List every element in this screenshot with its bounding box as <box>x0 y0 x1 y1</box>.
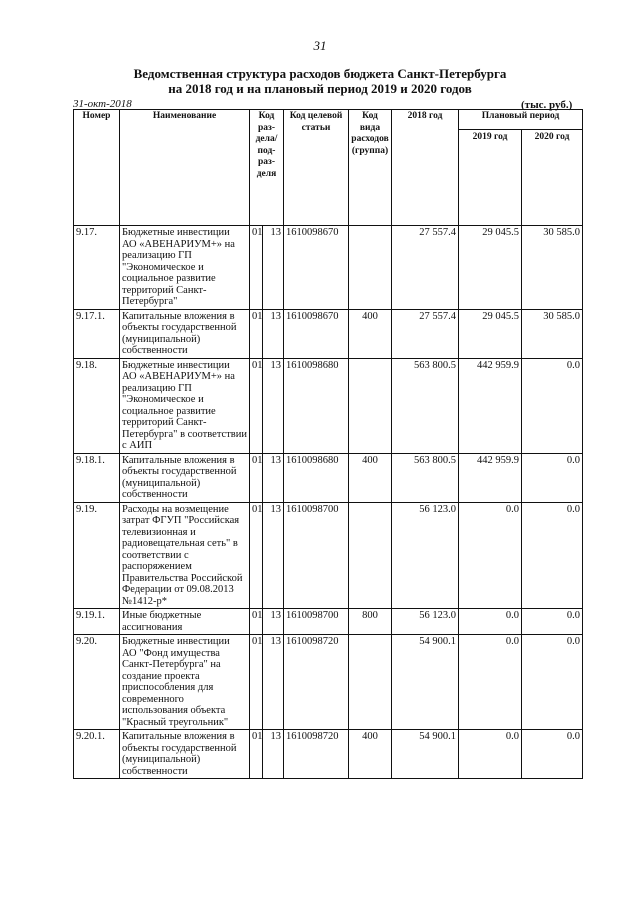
cell-target-code: 1610098700 <box>284 502 349 609</box>
cell-2020: 30 585.0 <box>522 226 583 310</box>
cell-expense-type: 400 <box>349 730 392 779</box>
cell-2020: 0.0 <box>522 502 583 609</box>
cell-subsection: 13 <box>263 358 284 453</box>
table-row <box>74 502 583 609</box>
cell-2018: 27 557.4 <box>392 226 459 310</box>
cell-2020: 0.0 <box>522 635 583 730</box>
cell-2020: 0.0 <box>522 358 583 453</box>
cell-2018: 56 123.0 <box>392 502 459 609</box>
cell-2018: 54 900.1 <box>392 730 459 779</box>
cell-expense-type <box>349 358 392 453</box>
cell-name: Бюджетные инвестиции АО «АВЕНАРИУМ+» на реализацию ГП "Экономическое и социальное развитие территорий Санкт-Петербурга" <box>120 226 250 310</box>
cell-section: 01 <box>250 609 263 635</box>
title-line-1: Ведомственная структура расходов бюджета Санкт-Петербурга <box>133 66 507 81</box>
cell-expense-type <box>349 226 392 310</box>
header-year-2019: 2019 год <box>459 130 522 226</box>
table-row <box>74 730 583 779</box>
header-section-code: Код раз-дела/ под-раз-деля <box>250 110 284 226</box>
header-number: Номер <box>74 110 120 226</box>
cell-2019: 29 045.5 <box>459 309 522 358</box>
table-body <box>74 226 583 779</box>
cell-number: 9.17. <box>74 226 120 310</box>
cell-expense-type <box>349 502 392 609</box>
units-label: (тыс. руб.) <box>521 99 573 111</box>
cell-section: 01 <box>250 502 263 609</box>
cell-2018: 56 123.0 <box>392 609 459 635</box>
header-planned-period: Плановый период <box>459 110 583 130</box>
cell-2018: 563 800.5 <box>392 453 459 502</box>
cell-name: Капитальные вложения в объекты государственной (муниципальной) собственности <box>120 309 250 358</box>
cell-2018: 563 800.5 <box>392 358 459 453</box>
document-title <box>0 66 640 96</box>
cell-number: 9.18. <box>74 358 120 453</box>
cell-target-code: 1610098720 <box>284 635 349 730</box>
cell-expense-type: 800 <box>349 609 392 635</box>
cell-section: 01 <box>250 226 263 310</box>
cell-number: 9.19.1. <box>74 609 120 635</box>
cell-subsection: 13 <box>263 226 284 310</box>
header-expense-type: Код вида расходов (группа) <box>349 110 392 226</box>
cell-subsection: 13 <box>263 502 284 609</box>
cell-2019: 0.0 <box>459 635 522 730</box>
cell-2018: 27 557.4 <box>392 309 459 358</box>
title-line-2: на 2018 год и на плановый период 2019 и 2020 годов <box>168 81 472 96</box>
cell-number: 9.20. <box>74 635 120 730</box>
table-row <box>74 226 583 310</box>
cell-subsection: 13 <box>263 730 284 779</box>
cell-target-code: 1610098670 <box>284 226 349 310</box>
cell-target-code: 1610098680 <box>284 358 349 453</box>
cell-subsection: 13 <box>263 309 284 358</box>
page-number: 31 <box>313 38 327 53</box>
cell-2018: 54 900.1 <box>392 635 459 730</box>
cell-target-code: 1610098720 <box>284 730 349 779</box>
cell-2019: 0.0 <box>459 609 522 635</box>
cell-number: 9.18.1. <box>74 453 120 502</box>
cell-section: 01 <box>250 309 263 358</box>
cell-number: 9.17.1. <box>74 309 120 358</box>
budget-table <box>73 109 583 779</box>
table-row <box>74 453 583 502</box>
cell-number: 9.20.1. <box>74 730 120 779</box>
cell-section: 01 <box>250 453 263 502</box>
table-row <box>74 609 583 635</box>
cell-expense-type: 400 <box>349 309 392 358</box>
cell-section: 01 <box>250 730 263 779</box>
document-date: 31-окт-2018 <box>73 98 132 110</box>
header-target-code: Код целевой статьи <box>284 110 349 226</box>
cell-expense-type <box>349 635 392 730</box>
cell-2019: 442 959.9 <box>459 358 522 453</box>
cell-section: 01 <box>250 358 263 453</box>
cell-target-code: 1610098670 <box>284 309 349 358</box>
cell-subsection: 13 <box>263 609 284 635</box>
cell-number: 9.19. <box>74 502 120 609</box>
cell-2020: 0.0 <box>522 730 583 779</box>
cell-2019: 0.0 <box>459 730 522 779</box>
cell-name: Капитальные вложения в объекты государственной (муниципальной) собственности <box>120 730 250 779</box>
cell-name: Капитальные вложения в объекты государственной (муниципальной) собственности <box>120 453 250 502</box>
cell-section: 01 <box>250 635 263 730</box>
cell-subsection: 13 <box>263 453 284 502</box>
cell-subsection: 13 <box>263 635 284 730</box>
cell-name: Расходы на возмещение затрат ФГУП "Российская телевизионная и радиовещательная сеть" в соответствии с распоряжением Правительства Российской Федерации от 09.08.2013 №1412-р* <box>120 502 250 609</box>
table-row <box>74 309 583 358</box>
cell-2019: 0.0 <box>459 502 522 609</box>
cell-2019: 442 959.9 <box>459 453 522 502</box>
cell-2019: 29 045.5 <box>459 226 522 310</box>
cell-expense-type: 400 <box>349 453 392 502</box>
cell-target-code: 1610098700 <box>284 609 349 635</box>
table-row <box>74 635 583 730</box>
cell-name: Иные бюджетные ассигнования <box>120 609 250 635</box>
cell-2020: 30 585.0 <box>522 309 583 358</box>
cell-2020: 0.0 <box>522 609 583 635</box>
cell-name: Бюджетные инвестиции АО "Фонд имущества Санкт-Петербурга" на создание проекта приспособления для современного использования объекта "Красный треугольник" <box>120 635 250 730</box>
header-name: Наименование <box>120 110 250 226</box>
cell-2020: 0.0 <box>522 453 583 502</box>
header-year-2018: 2018 год <box>392 110 459 226</box>
table-row <box>74 358 583 453</box>
cell-name: Бюджетные инвестиции АО «АВЕНАРИУМ+» на реализацию ГП "Экономическое и социальное развитие территорий Санкт-Петербурга" в соответствии с АИП <box>120 358 250 453</box>
cell-target-code: 1610098680 <box>284 453 349 502</box>
header-year-2020: 2020 год <box>522 130 583 226</box>
